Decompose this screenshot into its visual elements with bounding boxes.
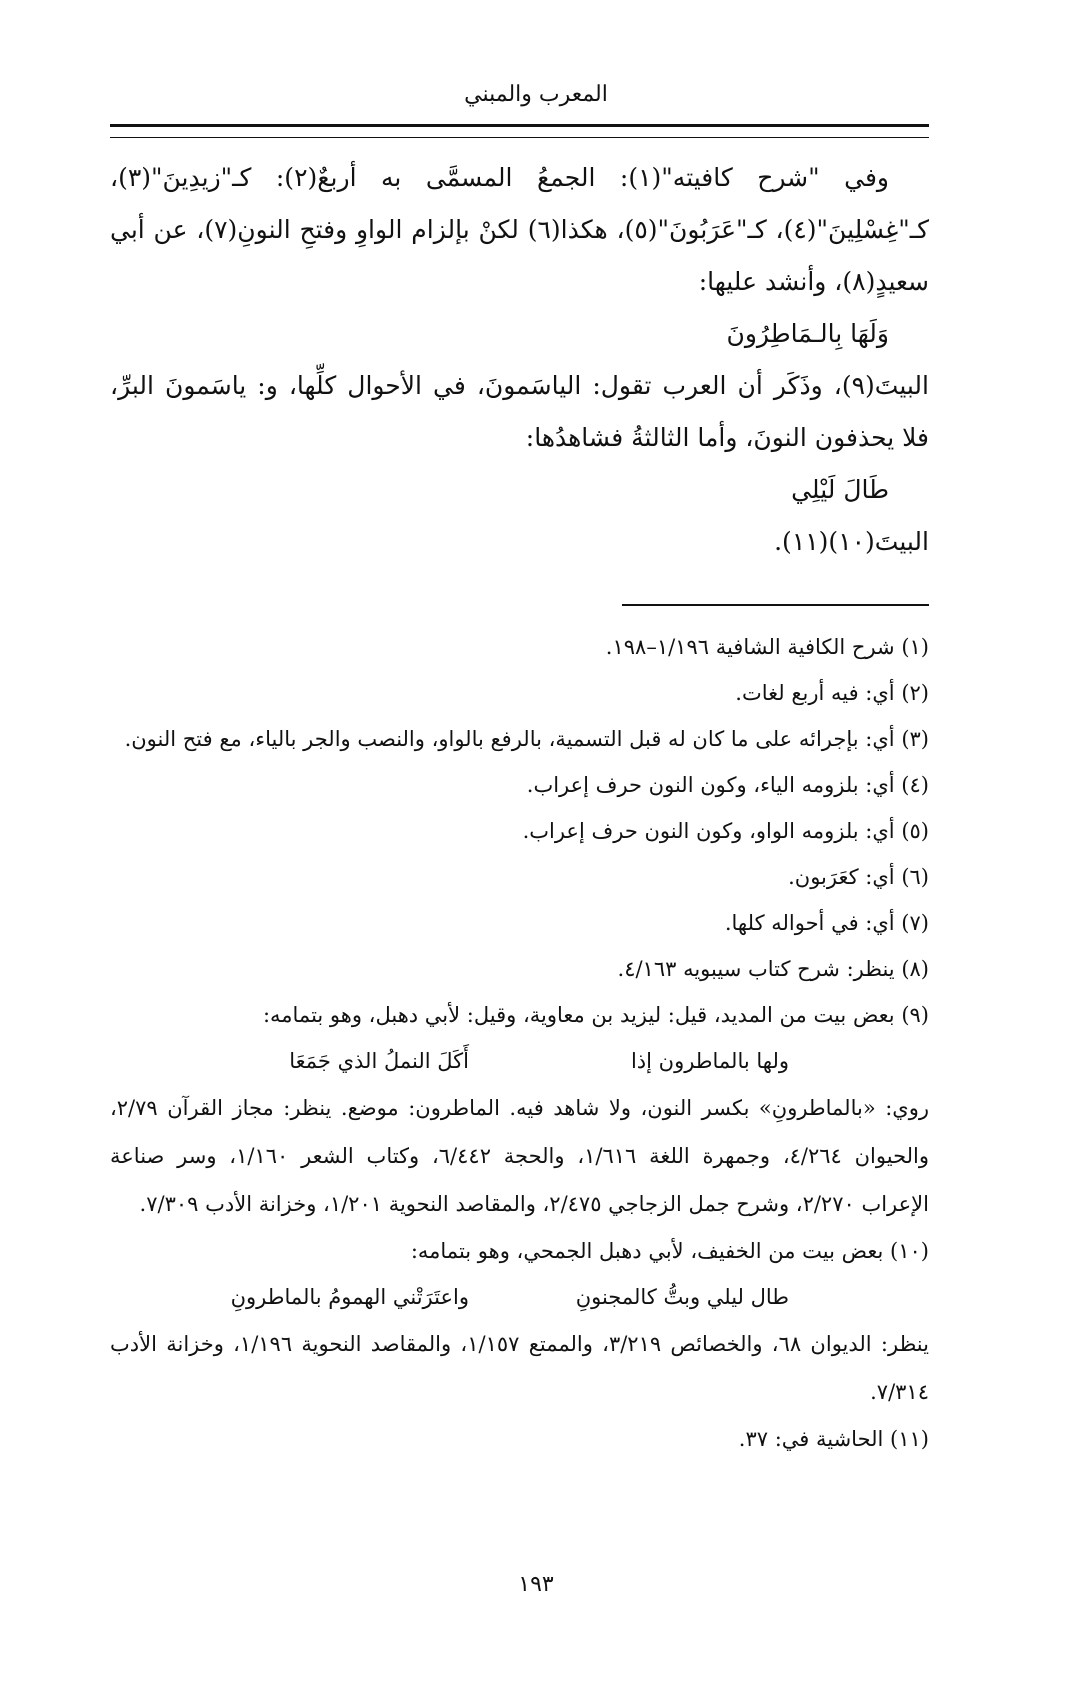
header-rule-thin [110,137,929,138]
paragraph-2: البيتَ(٩)، وذَكَر أن العرب تقول: الياسَمونَ، في الأحوال كلِّها، و: ياسَمونَ البرِّ، فلا يحذفون النونَ، وأما الثالثةُ فشاهدُها: [110,371,929,452]
footnotes [110,624,929,1462]
footnote-7: (٧) أي: في أحواله كلها. [724,911,929,935]
verse-quote-2: طَالَ لَيْلِي [791,475,889,504]
footnote-9-verse [110,1038,929,1084]
header-rule-thick [110,124,929,127]
footnote-5: (٥) أي: بلزومه الواو، وكون النون حرف إعراب. [522,819,929,843]
footnote-separator [622,604,929,606]
footnote-9: (٩) بعض بيت من المديد، قيل: ليزيد بن معاوية، وقيل: لأبي دهبل، وهو بتمامه: [262,1003,929,1027]
verse-hemistich-second: أَكَلَ النملُ الذي جَمَعَا [289,1049,469,1073]
paragraph-3: البيتَ(١٠)(١١). [774,527,929,556]
main-text [110,152,929,568]
running-header: المعرب والمبني [464,82,608,107]
verse-hemistich-first: ولها بالماطرون إذا [630,1049,789,1073]
footnote-10-verse [110,1274,929,1320]
footnote-2: (٢) أي: فيه أربع لغات. [735,681,929,705]
footnote-6: (٦) أي: كعَرَبون. [788,865,929,889]
page-number: ١٩٣ [518,1572,554,1597]
footnote-11: (١١) الحاشية في: ٣٧. [738,1427,929,1451]
footnote-4: (٤) أي: بلزومه الياء، وكون النون حرف إعراب. [526,773,929,797]
verse-hemistich-first: طال ليلي وبتُّ كالمجنونِ [575,1285,789,1309]
footnote-10-continuation: ينظر: الديوان ٦٨، والخصائص ٣/٢١٩، والممتع ١/١٥٧، والمقاصد النحوية ١/١٩٦، وخزانة الأدب ٧/٣١٤. [110,1332,929,1404]
footnote-1: (١) شرح الكافية الشافية ١/١٩٦–١٩٨. [605,635,929,659]
paragraph-1: وفي "شرح كافيته"(١): الجمعُ المسمَّى به أربعٌ(٢): كـ"زيدِينَ"(٣)، كـ"غِسْلِينَ"(٤)، كـ"عَرَبُونَ"(٥)، هكذا(٦) لكنْ بإلزام الواوِ وفتحِ النونِ(٧)، عن أبي سعيدٍ(٨)، وأنشد عليها: [110,163,929,296]
footnote-9-continuation: روي: «بالماطرونِ» بكسر النون، ولا شاهد فيه. الماطرون: موضع. ينظر: مجاز القرآن ٢/٧٩، والحيوان ٤/٢٦٤، وجمهرة اللغة ١/٦١٦، والحجة ٦/٤٤٢، وكتاب الشعر ١/١٦٠، وسر صناعة الإعراب ٢/٢٧٠، وشرح جمل الزجاجي ٢/٤٧٥، والمقاصد النحوية ١/٢٠١، وخزانة الأدب ٧/٣٠٩. [110,1096,930,1216]
footnote-3: (٣) أي: بإجرائه على ما كان له قبل التسمية، بالرفع بالواو، والنصب والجر بالياء، مع فتح النون. [124,727,929,751]
footnote-10: (١٠) بعض بيت من الخفيف، لأبي دهبل الجمحي، وهو بتمامه: [410,1239,929,1263]
verse-quote-1: وَلَهَا بِالـمَاطِرُونَ [726,319,889,348]
verse-hemistich-second: واعتَرَتْني الهمومُ بالماطرونِ [230,1285,469,1309]
footnote-8: (٨) ينظر: شرح كتاب سيبويه ٤/١٦٣. [617,957,929,981]
